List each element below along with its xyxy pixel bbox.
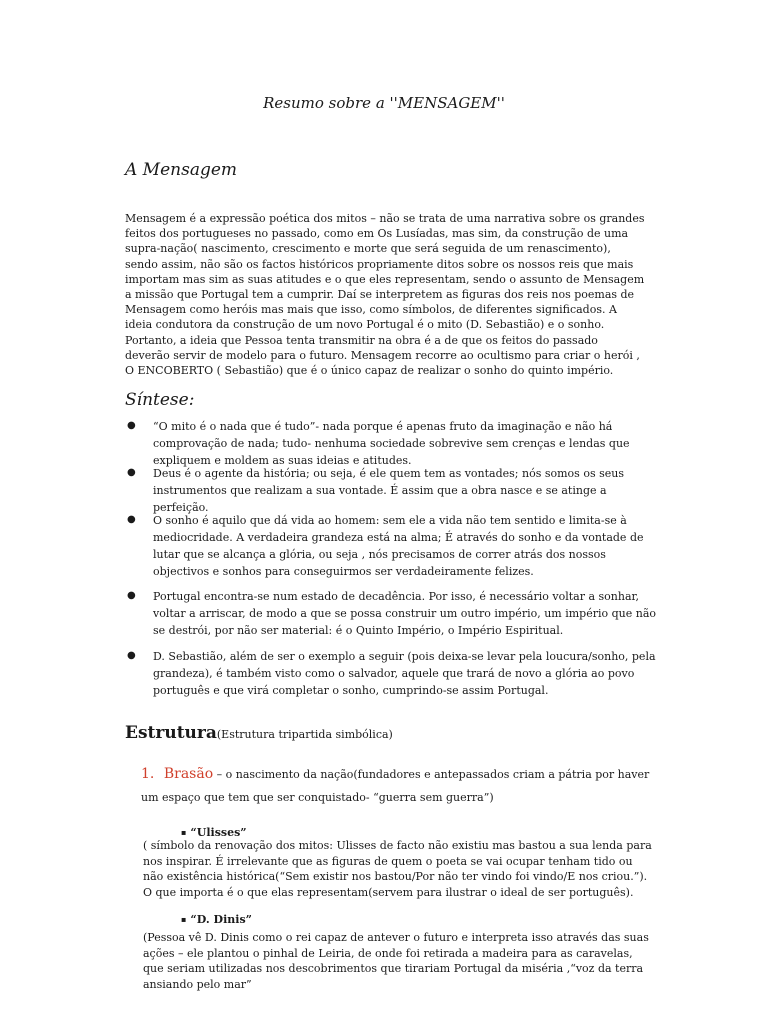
list-item-text: D. Sebastião, além de ser o exemplo a seguir (pois deixa-se levar pela loucura/sonho, pela grandeza), é também visto como o salvador, aquele que trará de novo a glória ao povo português e que virá completar o sonho, cumprindo-se assim Portugal. — [153, 650, 656, 697]
list-item-text: O sonho é aquilo que dá vida ao homem: sem ele a vida não tem sentido e limita-se à mediocridade. A verdadeira grandeza está na alma; É através do sonho e da vontade de lutar que se alcança a glória, ou seja , nós precisamos de correr atrás dos nossos objectivos e sonhos para conseguirmos ser verdadeiramente felizes. — [153, 514, 644, 578]
item-text-brasao: – o nascimento da nação(fundadores e antepassados criam a pátria por haver um espaço que tem que ser conquistado- “guerra sem guerra”) — [141, 768, 650, 804]
item-title-brasao: Brasão — [163, 766, 214, 782]
numbered-item-brasao — [141, 763, 651, 809]
heading-a-mensagem: A Mensagem — [125, 160, 238, 180]
bullet-icon: ● — [127, 650, 136, 661]
list-item-text: Deus é o agente da história; ou seja, é ele quem tem as vontades; nós somos os seus instrumentos que realizam a sua vontade. É assim que a obra nasce e se atinge a perfeição. — [153, 467, 624, 514]
heading-estrutura-note: (Estrutura tripartida simbólica) — [216, 728, 393, 741]
subitem-text-ulisses: ( símbolo da renovação dos mitos: Ulisses de facto não existiu mas bastou a sua lenda para nos inspirar. É irrelevante que as figuras de quem o poeta se vai ocupar tenham tido ou não existência histórica(“Sem existir nos bastou/Por não ter vindo foi vindo/E nos criou.”). O que importa é o que elas representam(servem para ilustrar o ideal de ser português). — [143, 839, 652, 899]
subitem-text-d-dinis: (Pessoa vê D. Dinis como o rei capaz de antever o futuro e interpreta isso através das suas ações – ele plantou o pinhal de Leiria, de onde foi retirada a madeira para as caravelas, que seriam utilizadas nos descobrimentos que tirariam Portugal da miséria ,“voz da terra ansiando pelo mar” — [143, 931, 649, 991]
square-bullet-icon: ▪ — [181, 914, 187, 924]
bullet-icon: ● — [127, 514, 136, 525]
intro-paragraph: Mensagem é a expressão poética dos mitos – não se trata de uma narrativa sobre os grandes feitos dos portugueses no passado, como em Os Lusíadas, mas sim, da construção de uma supra-nação( nascimento, crescimento e morte que será seguida de um renascimento), sendo assim, não são os factos históricos propriamente ditos sobre os nossos reis que mais importam mas sim as suas atitudes e o que eles representam, sendo o assunto de Mensagem a missão que Portugal tem a cumprir. Daí se interpretem as figuras dos reis nos poemas de Mensagem como heróis mas mais que isso, como símbolos, de diferentes significados. A ideia condutora da construção de um novo Portugal é o mito (D. Sebastião) e o sonho. Portanto, a ideia que Pessoa tenta transmitir na obra é a de que os feitos do passado deverão servir de modelo para o futuro. Mensagem recorre ao ocultismo para criar o herói , O ENCOBERTO ( Sebastião) que é o único capaz de realizar o sonho do quinto império. — [125, 212, 645, 378]
list-item-text: Portugal encontra-se num estado de decadência. Por isso, é necessário voltar a sonhar, voltar a arriscar, de modo a que se possa construir um outro império, um império que não se destrói, por não ser material: é o Quinto Império, o Império Espiritual. — [153, 590, 657, 637]
list-item-text: “O mito é o nada que é tudo”- nada porque é apenas fruto da imaginação e não há comprovação de nada; tudo- nenhuma sociedade sobrevive sem crenças e lendas que expliquem e moldem as suas ideias e atitudes. — [153, 420, 630, 467]
document-title: Resumo sobre a ''MENSAGEM'' — [263, 94, 505, 112]
bullet-icon: ● — [127, 420, 136, 431]
subitem-heading-d-dinis — [181, 913, 252, 926]
heading-estrutura — [125, 723, 393, 743]
heading-estrutura-title: Estrutura — [125, 723, 217, 743]
item-number: 1. — [141, 766, 155, 782]
bullet-icon: ● — [127, 467, 136, 478]
square-bullet-icon: ▪ — [181, 827, 187, 837]
heading-sintese: Síntese: — [125, 390, 195, 410]
subitem-title: “Ulisses” — [190, 826, 247, 839]
bullet-icon: ● — [127, 590, 136, 601]
subitem-title: “D. Dinis” — [190, 913, 252, 926]
